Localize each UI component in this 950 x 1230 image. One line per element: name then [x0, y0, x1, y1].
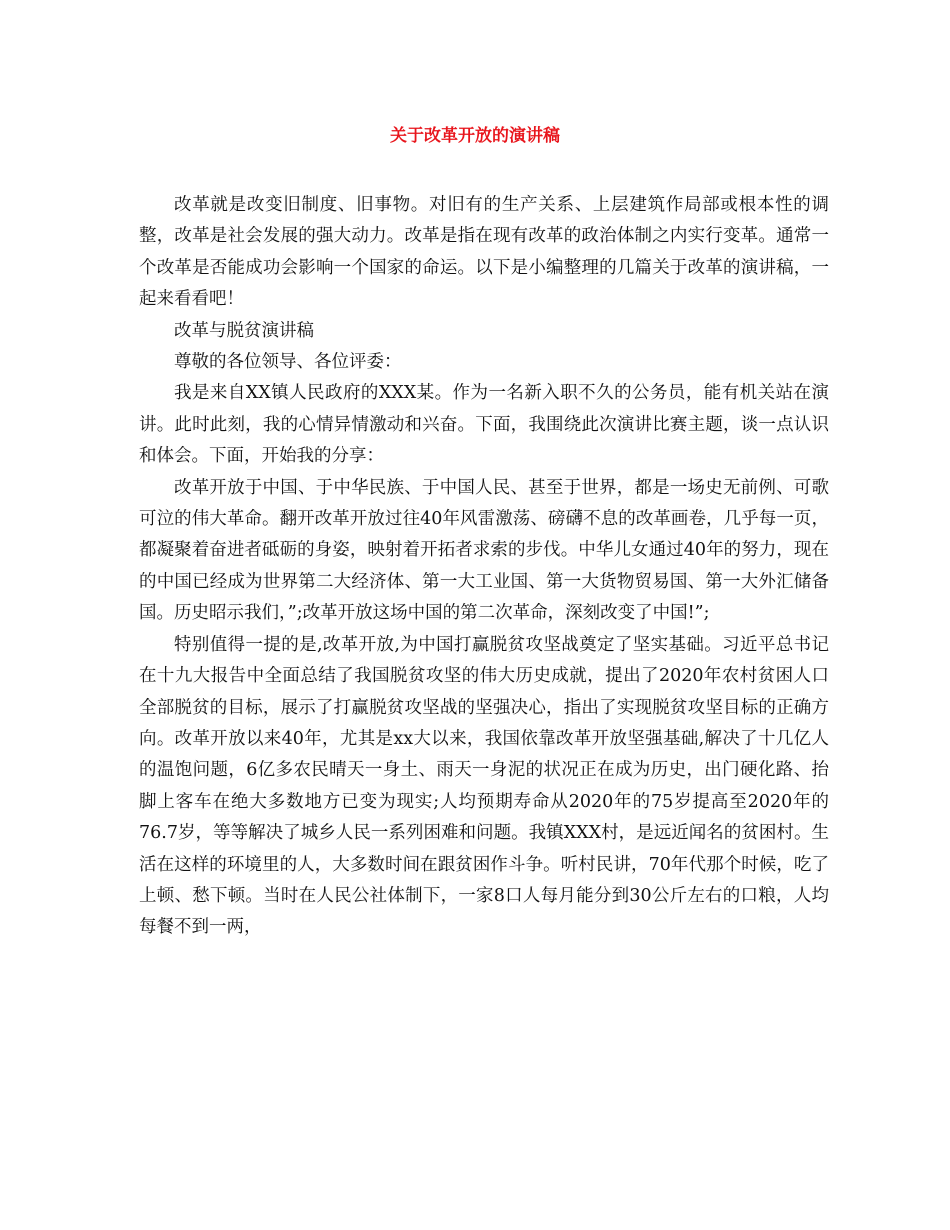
- paragraph-intro: 改革就是改变旧制度、旧事物。对旧有的生产关系、上层建筑作局部或根本性的调整，改革是社会发展的强大动力。改革是指在现有改革的政治体制之内实行变革。通常一个改革是否能成功会影响一个国家的命运。以下是小编整理的几篇关于改革的演讲稿，一起来看看吧！: [139, 195, 829, 310]
- paragraph-poverty-alleviation: 特别值得一提的是,改革开放,为中国打赢脱贫攻坚战奠定了坚实基础。习近平总书记在十九大报告中全面总结了我国脱贫攻坚的伟大历史成就，提出了2020年农村贫困人口全部脱贫的目标，展示了打赢脱贫攻坚战的坚强决心，指出了实现脱贫攻坚目标的正确方向。改革开放以来40年，尤其是xx大以来，我国依靠改革开放坚强基础,解决了十几亿人的温饱问题，6亿多农民晴天一身土、雨天一身泥的状况正在成为历史，出门硬化路、抬脚上客车在绝大多数地方已变为现实;人均预期寿命从2020年的75岁提高至2020年的76.7岁，等等解决了城乡人民一系列困难和问题。我镇XXX村，是远近闻名的贫困村。生活在这样的环境里的人，大多数时间在跟贫困作斗争。听村民讲，70年代那个时候，吃了上顿、愁下顿。当时在人民公社体制下，一家8口人每月能分到30公斤左右的口粮，人均每餐不到一两，: [139, 634, 829, 938]
- document-title: 关于改革开放的演讲稿: [390, 126, 560, 146]
- paragraph-reform-significance: 改革开放于中国、于中华民族、于中国人民、甚至于世界，都是一场史无前例、可歌可泣的伟大革命。翻开改革开放过往40年风雷激荡、磅礴不息的改革画卷，几乎每一页，都凝聚着奋进者砥砺的身姿，映射着开拓者求索的步伐。中华儿女通过40年的努力，现在的中国已经成为世界第二大经济体、第一大工业国、第一大货物贸易国、第一大外汇储备国。历史昭示我们，”;改革开放这场中国的第二次革命，深刻改变了中国!”;: [139, 477, 829, 624]
- paragraph-salutation: 尊敬的各位领导、各位评委：: [174, 352, 402, 373]
- paragraph-speech-heading: 改革与脱贫演讲稿: [174, 320, 314, 341]
- paragraph-self-introduction: 我是来自XX镇人民政府的XXX某。作为一名新入职不久的公务员，能有机关站在演讲。此时此刻，我的心情异情激动和兴奋。下面，我围绕此次演讲比赛主题，谈一点认识和体会。下面，开始我的分享：: [139, 383, 829, 467]
- document-body: [139, 190, 829, 944]
